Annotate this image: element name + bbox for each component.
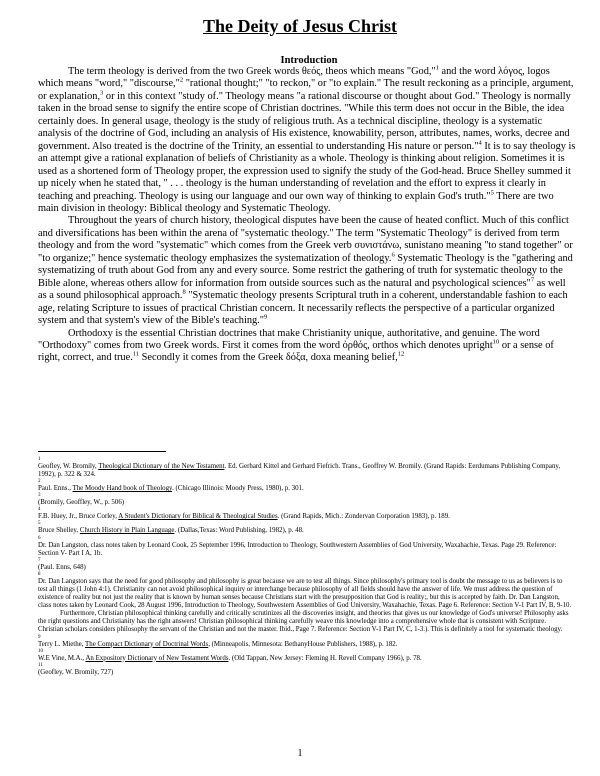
footnote-ref-6[interactable]: 6: [391, 251, 395, 259]
footnote-1: 1 Geofley, W. Bromily, Theological Dictionary of the New Testament. Ed. Gerhard Kittel and Gerhard Fiefrich. Trans., Geoffrey W. Bromily. (Grand Rapids: Eerdumans Publishing Company, 1992), p. 322 & 324.: [38, 457, 561, 479]
footnote-separator: [38, 451, 166, 452]
footnote-8: 8 Dr. Dan Langston says that the need for good philosophy and philosophy is great because we are to test all things. Since philosophy's primary tool is doubt the message to us as believers is to test all things (1 John 4:1). Christianity can not avoid philosophical inquiry or interchange because philosophy of all fields should have the answer of life. We must address the question of existence of reality but not just the reality that is known by human senses because Christians start with the presupposition that God is reality;, but this is accepted by faith. Dr. Dan Langston, class notes taken by Leonard Cook, 28 August 1996, Introduction to Theology, Southwestern Assemblies of God University, Waxahachie, Texas. Page 6. Reference: Section V-1 Part IV, B, 9-10.: [38, 571, 572, 610]
paragraph-systematic-theology: Throughout the years of church history, theological disputes have been the cause of heated conflict. Much of this conflict and diversifications has been within the arena of "systematic theology." The term "Systematic Theology" is derived from term theology and from the word "systematic" which comes from the Greek verb συνιστάνω, sunistano meaning "to stand together" or "to organize;" hence systematic theology emphasizes the systematization of theology.$^6$ Systematic Theology is the "gathering and systematizing of truth about God from any and every source. Some restrict the gathering of truth for systematic theology to the Bible alone, whereas others allow for information from outside sources such as the natural and psychological sciences"$^7$ as well as a sound philosophical approach.$^8$ "Systematic theology presents Scriptural truth in a coherent, understandable fashion to each age, relating Scripture to issues of practical Christian concern. It necessarily reflects the perspective of a particular organized system and that system's view of the Bible's teaching."$^9$: [38, 215, 573, 327]
footnote-8-continued: Furthermore, Christian philosophical thinking carefully and critically scrutinizes all the discoveries insight, and theories that gives us our knowledge of God's universe! Philosophy asks the right questions and Christianity has the right answers! Christian philosophical thinking carefully weave this knowledge into a comprehensive whole that is consistent with Scripture. Christian scholars considers philosophy the servant of the Christian and not the master. Ibid., Page 7. Reference: Section V-1 Part IV, C, 1-3.). This is definitely a tool for systematic theology.: [38, 610, 569, 634]
paragraph-theology-definition: The term theology is derived from the two Greek words θεός, theos which means "God,"$^1$ and the word λόγος, logos which means "word," "discourse,"$^2$ "rational thought;" "to reckon," or "to explain." The result reckoning as a principle, argument, or explanation,$^3$ or in this context "study of." Theology means "a rational discourse or thought about God." Theology is normally taken in the broad sense to signify the entire scope of Christian doctrines. "While this term does not occur in the Bible, the idea certainly does. In general usage, theology is the study of religious truth. As a technical discipline, theology is a systematic analysis of the doctrine of God, including an analysis of His existence, knowability, person, attributes, names, works, decree and government. Also treated is the doctrine of the Trinity, an essential to understanding His nature or person."$^4$ It is to say theology is an attempt give a rational explanation of beliefs of Christianity as a whole. Theology is thinking about religion. Sometimes it is used as a shortened form of Theology proper, the expression used to signify the study of the God-head. Bruce Shelley summed it up nicely when he stated that, " . . . theology is the human understanding of revelation and the effort to express it clearly in teaching and preaching. Theology is using our language and our own way of thinking to explain God's truth."$^5$ There are two main division in theology: Biblical theology and Systematic Theology.: [38, 64, 576, 214]
footnote-ref-7[interactable]: 7: [530, 276, 535, 284]
footnote-ref-2[interactable]: 2: [179, 77, 184, 85]
footnote-7: 7 (Paul. Enns, 648): [38, 557, 86, 571]
footnote-ref-5[interactable]: 5: [490, 189, 494, 197]
footnote-3: 3 (Bromily, Geoffley, W., p. 506): [38, 493, 125, 507]
footnote-11: 11 (Geofley, W. Bromily, 727): [38, 662, 114, 676]
footnotes: [38, 457, 573, 677]
section-heading-introduction: Introduction: [280, 55, 338, 66]
footnote-4: 4 F.B. Huey, Jr., Bruce Corley, A Student's Dictionary for Biblical & Theological Studies. (Grand Rapids, Mich.: Zondervan Corporation 1983), p. 189.: [38, 507, 450, 521]
footnote-5: 5 Bruce Shelley, Church History in Plain Language. (Dallas,Texas: Word Publishing, 1982), p. 48.: [38, 521, 304, 535]
footnote-ref-11[interactable]: 11: [132, 350, 140, 358]
body-text: [38, 66, 576, 365]
footnote-ref-3[interactable]: 3: [100, 89, 104, 97]
footnote-ref-8[interactable]: 8: [182, 288, 186, 296]
page-number: 1: [297, 748, 303, 759]
footnote-ref-9[interactable]: 9: [264, 313, 268, 321]
footnote-ref-1[interactable]: 1: [435, 64, 439, 72]
footnote-9: 9 Terry L. Miethe, The Compact Dictionary of Doctrinal Words, (Minneapolis, Minnesota: BethanyHouse Publishers, 1988), p. 182.: [38, 634, 398, 648]
document-title: The Deity of Jesus Christ: [203, 16, 397, 36]
footnote-2: 2 Paul. Enns., The Moody Hand book of Theology. (Chicago Illinois: Moody Press, 1980), p. 301.: [38, 479, 304, 493]
footnote-6: 6 Dr. Dan Langston, class notes taken by Leonard Cook, 25 September 1996, Introduction to Theology, Southwestern Assemblies of God University, Waxahachie, Texas. Page 29. Reference: Section V- Part I A, 1b.: [38, 535, 557, 557]
paragraph-orthodoxy: Orthodoxy is the essential Christian doctrines that make Christianity unique, authoritative, and genuine. The word "Orthodoxy" comes from two Greek words. First it comes from the word ὀρθός, orthos which denotes upright$^{10}$ or a sense of right, correct, and true.$^{11}$ Secondly it comes from the Greek δόξα, doxa meaning belief,$^{12}$: [38, 327, 554, 364]
footnote-ref-12[interactable]: 12: [397, 350, 405, 358]
footnote-ref-10[interactable]: 10: [492, 338, 500, 346]
footnote-ref-4[interactable]: 4: [478, 139, 482, 147]
footnote-10: 10 W.E Vine, M.A., An Expository Dictionary of New Testament Words. (Old Tappan, New Jersey: Fleming H. Revell Company 1966), p. 78.: [38, 648, 422, 662]
